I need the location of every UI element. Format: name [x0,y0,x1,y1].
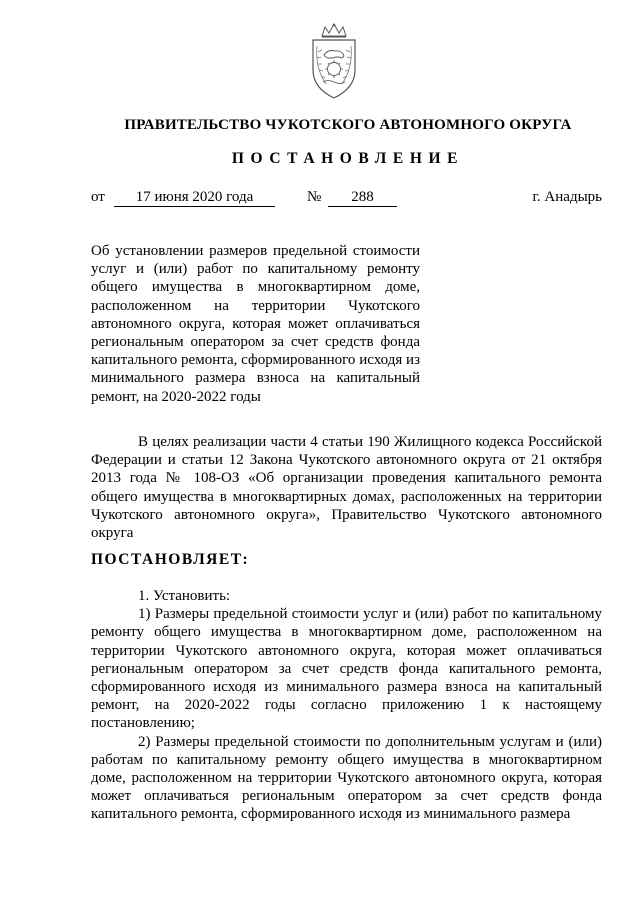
item-1: 1. Установить: [138,588,231,604]
resolution-body [91,587,602,824]
date-prefix: от [91,189,105,205]
government-name: ПРАВИТЕЛЬСТВО ЧУКОТСКОГО АВТОНОМНОГО ОКРУГА [124,117,572,133]
item-1-1: 1) Размеры предельной стоимости услуг и (или) работ по капитальному ремонту общего имущества в многоквартирном доме, расположенном на территории Чукотского автономного округа, которая может оплачиваться региональным оператором за счет средств фонда капитального ремонта, сформированного исходя из минимального размера взноса на капитальный ремонт, на 2020-2022 годы согласно приложению 1 к настоящему постановлению; [91,606,602,732]
item-1-2: 2) Размеры предельной стоимости по дополнительным услугам и (или) работам по капитальному ремонту общего имущества в многоквартирном доме, расположенном на территории Чукотского автономного округа, которая может оплачиваться региональным оператором за счет средств фонда капитального ремонта, сформированного исходя из минимального размера [91,733,602,823]
number-label: № [307,189,322,205]
preamble-paragraph: В целях реализации части 4 статьи 190 Жилищного кодекса Российской Федерации и статьи 12 Закона Чукотского автономного округа от 21 октября 2013 года № 108-ОЗ «Об организации проведения капитального ремонта общего имущества в многоквартирных домах, расположенных на территории Чукотского автономного округа», Правительство Чукотского автономного округа [91,434,602,542]
resolves-heading: ПОСТАНОВЛЯЕТ: [91,551,250,568]
document-city: г. Анадырь [532,189,602,205]
document-number: 288 [328,189,397,207]
chukotka-coat-of-arms-icon [304,22,364,104]
document-date: 17 июня 2020 года [114,189,275,207]
document-type: ПОСТАНОВЛЕНИЕ [231,150,465,167]
document-title: Об установлении размеров предельной стоимости услуг и (или) работ по капитальному ремонту общего имущества в многоквартирном доме, расположенном на территории Чукотского автономного округа, которая может оплачиваться региональным оператором за счет средств фонда капитального ремонта, сформированного исходя из минимального размера взноса на капитальный ремонт, на 2020-2022 годы [91,243,420,405]
document-meta [0,189,640,211]
